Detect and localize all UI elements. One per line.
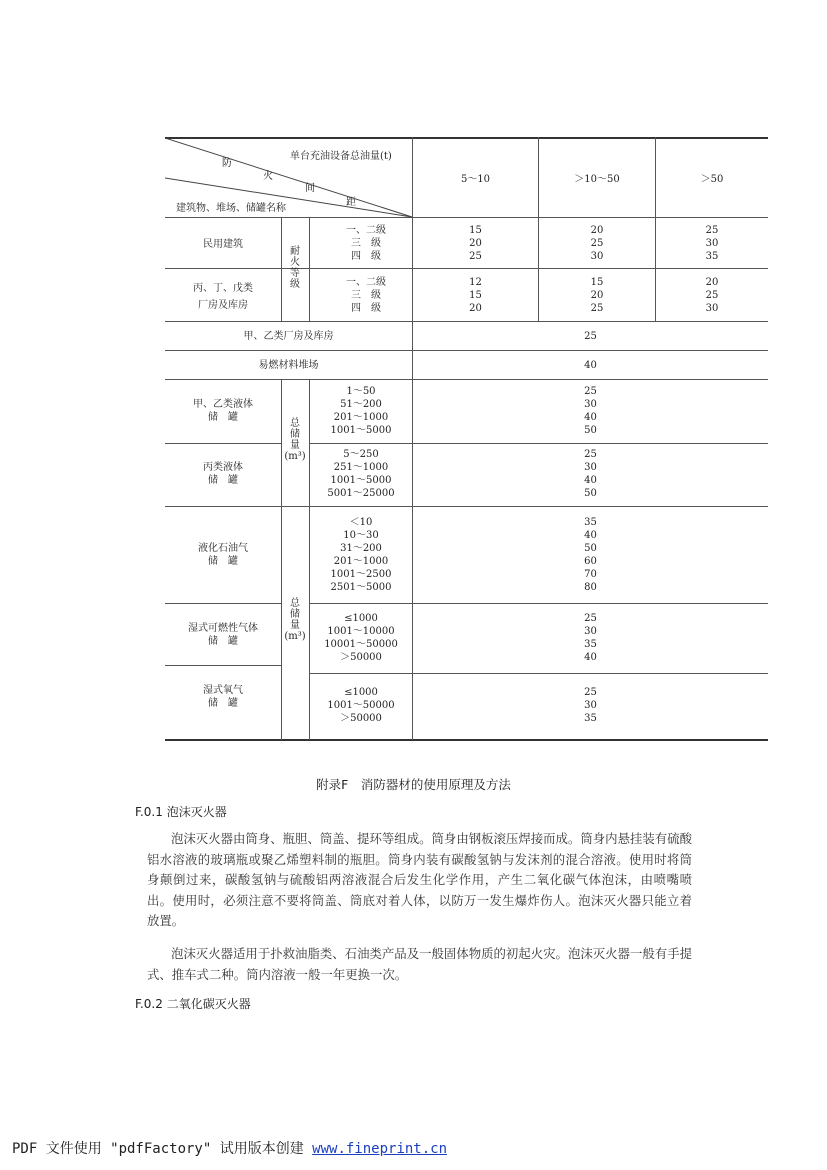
- col-header-1: 5～10: [460, 174, 491, 185]
- section-f02-heading: F.0.2 二氧化碳灭火器: [135, 997, 251, 1011]
- row-civil-c3: 25 30 35: [705, 225, 719, 262]
- paragraph-foam-extinguisher-usage: 泡沫灭火器适用于扑救油脂类、石油类产品及一般固体物质的初起火灾。泡沫灭火器一般有手提式、推车式二种。筒内溶液一般一年更换一次。: [147, 946, 692, 982]
- row-liquid-ab-values: 25 30 40 50: [584, 386, 597, 436]
- row-wetgas-name: 湿式可燃性气体 储 罐: [188, 623, 258, 647]
- section-f01-heading: F.0.1 泡沫灭火器: [135, 805, 227, 819]
- row-factory-c1: 12 15 20: [469, 277, 482, 314]
- paragraph-foam-extinguisher-structure: 泡沫灭火器由筒身、瓶胆、筒盖、提环等组成。筒身由钢板滚压焊接而成。筒身内悬挂装有硫酸铝水溶液的玻璃瓶或聚乙烯塑料制的瓶胆。筒身内装有碳酸氢钠与发沫剂的混合溶液。使用时将筒身颠倒过来，碳酸氢钠与硫酸铝两溶液混合后发生化学作用，产生二氧化碳气体泡沫，由喷嘴喷出。使用时，必须注意不要将筒盖、筒底对着人体，以防万一发生爆炸伤人。泡沫灭火器只能立着放置。: [147, 831, 692, 928]
- row-ab-name: 甲、乙类厂房及库房: [243, 331, 334, 342]
- header-char-2: 火: [263, 171, 273, 182]
- pdf-footer: [12, 1138, 447, 1158]
- row-lpg-ranges: ＜10 10～30 31～200 201～1000 1001～2500 2501～5000: [330, 517, 392, 593]
- vlabel-total-storage-2: 总 储 量 (m³): [284, 598, 306, 642]
- row-liquid-c-ranges: 5～250 251～1000 1001～5000 5001～25000: [327, 449, 395, 499]
- row-factory-grades: 一、二级 三 级 四 级: [346, 277, 386, 314]
- row-ab-value: 25: [584, 331, 597, 342]
- row-combustible-value: 40: [584, 360, 597, 371]
- row-civil-name: 民用建筑: [203, 239, 243, 250]
- header-char-4: 距: [346, 197, 356, 208]
- row-oxygen-ranges: ≤1000 1001～50000 ＞50000: [327, 687, 395, 724]
- header-top-right: 单台充油设备总油量(t): [290, 151, 392, 162]
- row-liquid-ab-name: 甲、乙类液体 储 罐: [193, 399, 253, 423]
- row-wetgas-ranges: ≤1000 1001～10000 10001～50000 ＞50000: [324, 613, 398, 663]
- row-civil-c1: 15 20 25: [469, 225, 482, 262]
- header-bottom-left: 建筑物、堆场、储罐名称: [176, 203, 286, 214]
- row-factory-c3: 20 25 30: [705, 277, 719, 314]
- col-header-2: ＞10～50: [574, 174, 620, 185]
- row-liquid-c-name: 丙类液体 储 罐: [203, 462, 243, 486]
- appendix-title: 附录F 消防器材的使用原理及方法: [316, 777, 511, 792]
- header-char-1: 防: [222, 158, 232, 169]
- col-header-3: ＞50: [700, 174, 724, 185]
- row-factory-name: 丙、丁、戊类 厂房及库房: [193, 283, 253, 311]
- row-lpg-values: 35 40 50 60 70 80: [584, 517, 597, 593]
- row-liquid-c-values: 25 30 40 50: [584, 449, 597, 499]
- row-civil-c2: 20 25 30: [590, 225, 604, 262]
- row-liquid-ab-ranges: 1～50 51～200 201～1000 1001～5000: [330, 386, 392, 436]
- row-oxygen-name: 湿式氧气 储 罐: [203, 685, 243, 709]
- row-oxygen-values: 25 30 35: [584, 687, 597, 724]
- row-wetgas-values: 25 30 35 40: [584, 613, 597, 663]
- row-factory-c2: 15 20 25: [590, 277, 604, 314]
- header-char-3: 间: [305, 183, 315, 194]
- row-civil-grades: 一、二级 三 级 四 级: [346, 225, 386, 262]
- vlabel-fire-rating: 耐 火 等 级: [290, 246, 300, 290]
- row-combustible-name: 易燃材料堆场: [258, 360, 319, 371]
- vlabel-total-storage-1: 总 储 量 (m³): [284, 418, 306, 462]
- footer-link[interactable]: www.fineprint.cn: [312, 1141, 448, 1157]
- row-lpg-name: 液化石油气 储 罐: [198, 543, 248, 567]
- footer-text: PDF 文件使用 "pdfFactory" 试用版本创建: [12, 1141, 304, 1157]
